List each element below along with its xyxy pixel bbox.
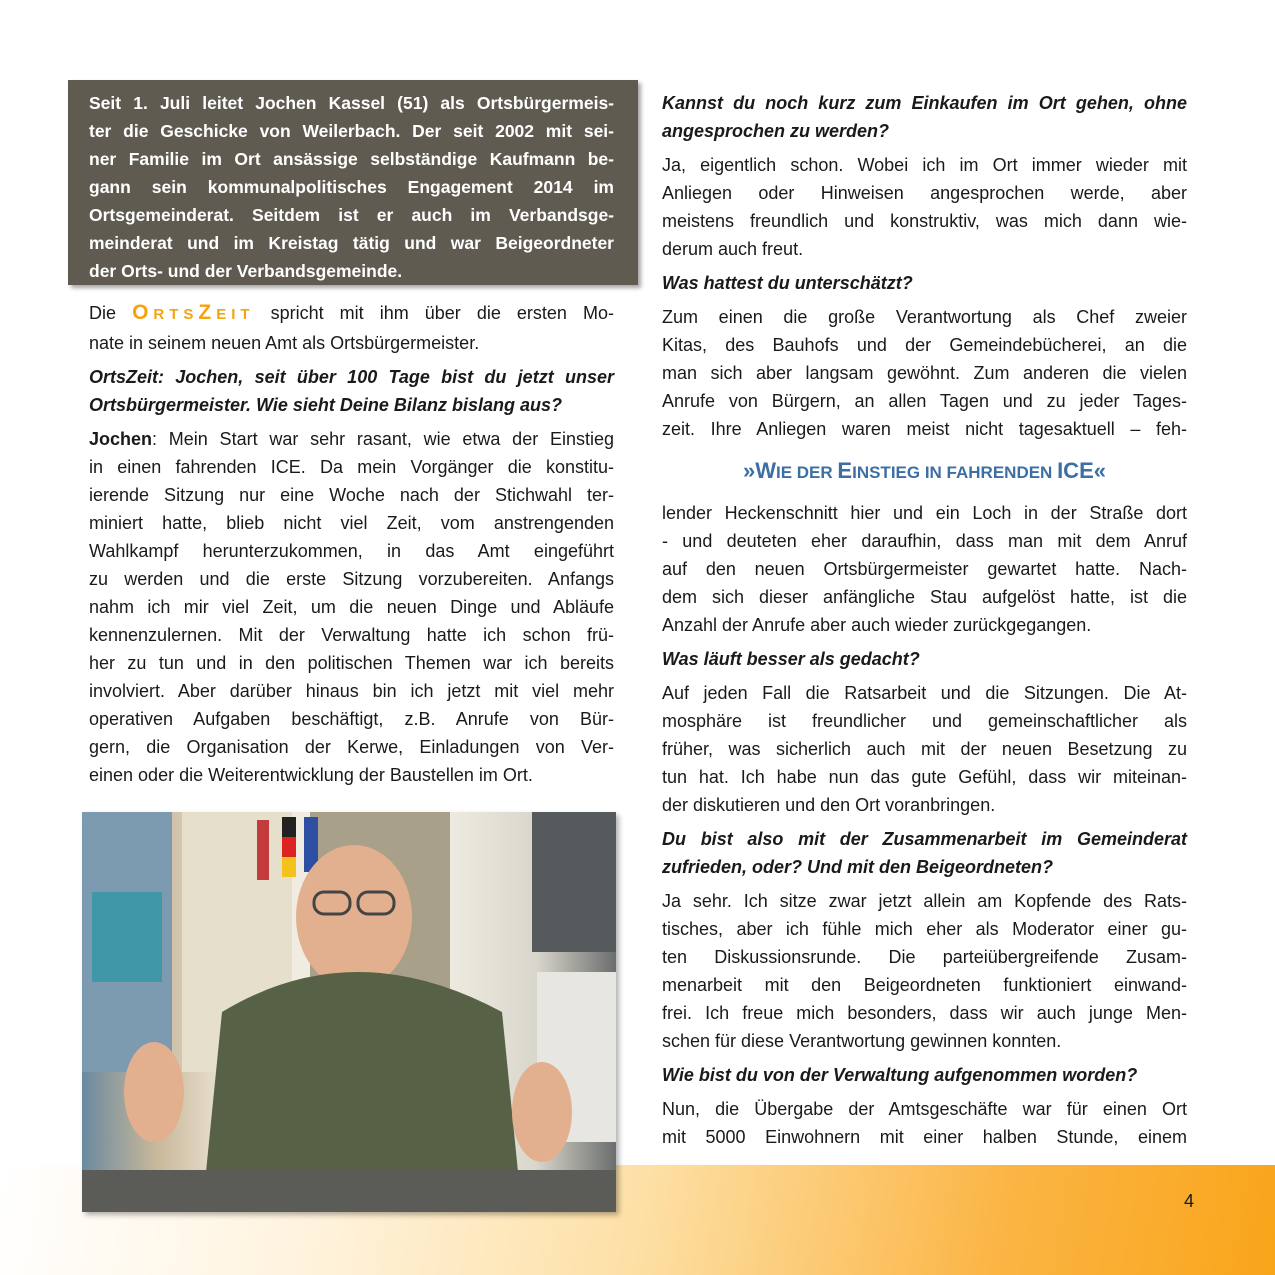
text-line: nahm ich mir viel Zeit, um die neuen Dinge und Abläufe — [89, 597, 614, 617]
pull-text: ICE — [1057, 458, 1094, 483]
lead-line: nate in seinem neuen Amt als Ortsbürgermeister. — [89, 333, 480, 353]
text-line: frei. Ich freue mich besonders, dass wir auch junge Men- — [662, 1003, 1187, 1023]
text-line: involviert. Aber darüber hinaus bin ich jetzt mit viel mehr — [89, 681, 614, 701]
text-line: ierende Sitzung nur eine Woche nach der Stichwahl ter- — [89, 485, 614, 505]
text-line: Ja, eigentlich schon. Wobei ich im Ort immer wieder mit — [662, 155, 1187, 175]
text-line: meistens freundlich und konstruktiv, was mich dann wie- — [662, 211, 1187, 231]
text-line: Was hattest du unterschätzt? — [662, 273, 913, 293]
intro-line: meinderat und im Kreistag tätig und war Beigeordneter — [89, 233, 614, 253]
text-line: operativen Aufgaben beschäftigt, z.B. Anrufe von Bür- — [89, 709, 614, 729]
text-line: derum auch freut. — [662, 239, 804, 259]
answer — [662, 303, 1187, 443]
intro-line: ner Familie im Ort ansässige selbständige Kaufmann be- — [89, 149, 614, 169]
logo-letters: RTS — [153, 306, 199, 323]
text-line: lender Heckenschnitt hier und ein Loch in der Straße dort — [662, 503, 1187, 523]
text-line: Ortsbürgermeister. Wie sieht Deine Bilanz bislang aus? — [89, 395, 562, 415]
quote-mark: » — [742, 458, 756, 483]
right-column — [662, 89, 1187, 1157]
text-line: zeit. Ihre Anliegen waren meist nicht tagesaktuell – feh- — [662, 419, 1187, 439]
text-line: Wahlkampf herunterzukommen, in das Amt eingeführt — [89, 541, 614, 561]
logo-letter: O — [132, 301, 154, 324]
pull-text: W — [755, 458, 776, 483]
text: : Mein Start war sehr rasant, wie etwa der Einstieg — [152, 429, 614, 449]
page-number: 4 — [1184, 1191, 1195, 1211]
intro-line: Ortsgemeinderat. Seitdem ist er auch im Verbandsge- — [89, 205, 614, 225]
portrait-photo — [82, 812, 616, 1212]
text-line: in einen fahrenden ICE. Da mein Vorgänger die konstitu- — [89, 457, 614, 477]
pull-text: E — [837, 458, 853, 483]
lead-line — [89, 299, 614, 329]
text-line: auf den neuen Ortsbürgermeister gewartet hatte. Nach- — [662, 559, 1187, 579]
text-line: Kannst du noch kurz zum Einkaufen im Ort gehen, ohne — [662, 93, 1187, 113]
text-line: dem sich dieser anfängliche Stau aufgelöst hatte, ist die — [662, 587, 1187, 607]
intro-box — [68, 80, 638, 285]
text-line: Wie bist du von der Verwaltung aufgenommen worden? — [662, 1065, 1138, 1085]
intro-line: der Orts- und der Verbandsgemeinde. — [89, 261, 403, 281]
ortszeit-logo — [132, 301, 255, 324]
text-line: Kitas, des Bauhofs und der Gemeindebücherei, an die — [662, 335, 1187, 355]
text-line: OrtsZeit: Jochen, seit über 100 Tage bist du jetzt unser — [89, 367, 614, 387]
question — [662, 645, 1187, 673]
text-line: Auf jeden Fall die Ratsarbeit und die Sitzungen. Die At- — [662, 683, 1187, 703]
question — [89, 363, 614, 419]
answer — [662, 887, 1187, 1055]
logo-letter: Z — [198, 301, 217, 324]
text-line: der diskutieren und den Ort voranbringen. — [662, 795, 996, 815]
text-line: Du bist also mit der Zusammenarbeit im Gemeinderat — [662, 829, 1187, 849]
text-line: ten Diskussionsrunde. Die parteiübergreifende Zusam- — [662, 947, 1187, 967]
quote-mark: « — [1093, 458, 1106, 483]
answer — [662, 499, 1187, 639]
speaker-name: Jochen — [89, 429, 153, 449]
text-line: schen für diese Verantwortung gewinnen konnten. — [662, 1031, 1062, 1051]
answer — [662, 151, 1187, 263]
text-line: tun hat. Ich habe nun das gute Gefühl, dass wir miteinan- — [662, 767, 1187, 787]
text-line: zufrieden, oder? Und mit den Beigeordneten? — [662, 857, 1054, 877]
pull-quote — [662, 449, 1187, 493]
question — [662, 269, 1187, 297]
intro-line: gann sein kommunalpolitisches Engagement 2014 im — [89, 177, 614, 197]
text-line: zu werden und die erste Sitzung vorzubereiten. Anfangs — [89, 569, 614, 589]
intro-line: Seit 1. Juli leitet Jochen Kassel (51) als Ortsbürgermeis- — [89, 93, 614, 113]
question — [662, 89, 1187, 145]
text-line: gern, die Organisation der Kerwe, Einladungen von Ver- — [89, 737, 614, 757]
text-line: man sich aber langsam gewöhnt. Zum anderen die vielen — [662, 363, 1187, 383]
pull-text: INSTIEG IN FAHRENDEN — [852, 463, 1058, 482]
text-line: tisches, aber ich fühle mich eher als Moderator einer gu- — [662, 919, 1187, 939]
text-line: früher, was sicherlich auch mit der neuen Besetzung zu — [662, 739, 1187, 759]
text-line: Was läuft besser als gedacht? — [662, 649, 920, 669]
text-line: mosphäre ist freundlicher und gemeinschaftlicher als — [662, 711, 1187, 731]
text-line: Nun, die Übergabe der Amtsgeschäfte war für einen Ort — [662, 1099, 1187, 1119]
answer — [89, 425, 614, 789]
text-line: mit 5000 Einwohnern mit einer halben Stunde, einem — [662, 1127, 1187, 1147]
text-line: Zum einen die große Verantwortung als Chef zweier — [662, 307, 1187, 327]
lead-text: spricht mit ihm über die ersten Mo- — [270, 303, 614, 323]
intro-line: ter die Geschicke von Weilerbach. Der seit 2002 mit sei- — [89, 121, 614, 141]
text-line: miniert hatte, blieb nicht viel Zeit, vom anstrengenden — [89, 513, 614, 533]
left-column — [89, 299, 614, 795]
text-line: Anrufe von Bürgern, an allen Tagen und zu jeder Tages- — [662, 391, 1187, 411]
logo-letters: EIT — [216, 306, 255, 323]
photo-illustration — [82, 812, 616, 1212]
text-line: her zu tun und in den politischen Themen war ich bereits — [89, 653, 614, 673]
text-line: angesprochen zu werden? — [662, 121, 890, 141]
text-line: einen oder die Weiterentwicklung der Baustellen im Ort. — [89, 765, 533, 785]
text-line: kennenzulernen. Mit der Verwaltung hatte ich schon frü- — [89, 625, 614, 645]
lead-text: Die — [89, 303, 117, 323]
answer — [662, 1095, 1187, 1151]
pull-text: IE DER — [776, 463, 838, 482]
text-line: Anzahl der Anrufe aber auch wieder zurückgegangen. — [662, 615, 1092, 635]
text-line: menarbeit mit den Beigeordneten funktioniert einwand- — [662, 975, 1187, 995]
text-line — [89, 425, 614, 453]
question — [662, 825, 1187, 881]
text-line: Ja sehr. Ich sitze zwar jetzt allein am Kopfende des Rats- — [662, 891, 1187, 911]
lead-paragraph — [89, 299, 614, 357]
text-line: Anliegen oder Hinweisen angesprochen werde, aber — [662, 183, 1187, 203]
text-line: - und deuteten eher daraufhin, dass man mit dem Anruf — [662, 531, 1187, 551]
question — [662, 1061, 1187, 1089]
answer — [662, 679, 1187, 819]
